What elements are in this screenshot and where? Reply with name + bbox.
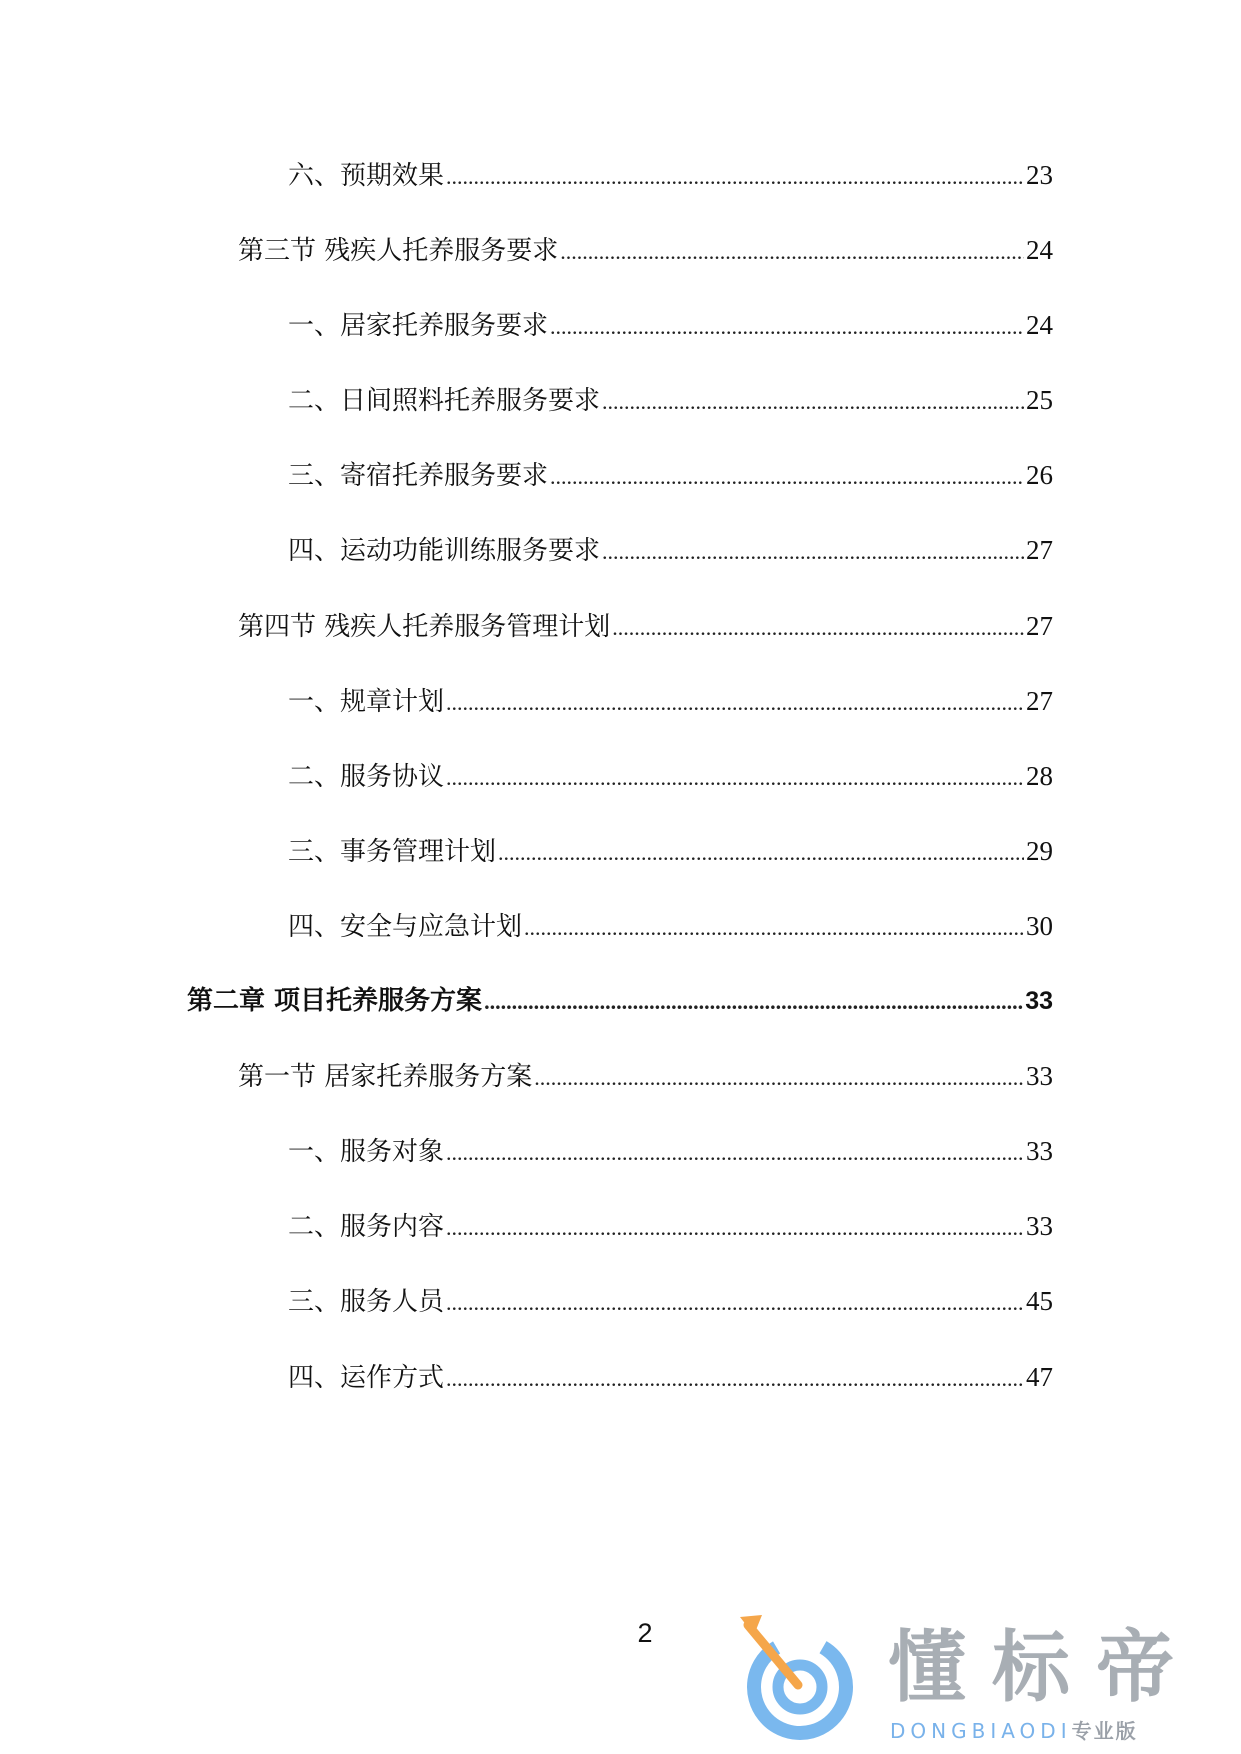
toc-entry-title: 二、服务协议 — [288, 762, 445, 792]
toc-dot-leader — [446, 157, 1024, 197]
toc-entry-page: 33 — [1026, 1061, 1053, 1091]
toc-dot-leader — [560, 232, 1024, 272]
toc-entry-page: 24 — [1026, 310, 1053, 340]
toc-entry-page: 30 — [1026, 911, 1053, 941]
toc-entry-title: 三、事务管理计划 — [288, 837, 497, 867]
toc-entry-title: 一、服务对象 — [288, 1137, 445, 1167]
toc-entry-title: 一、规章计划 — [288, 687, 445, 717]
toc-dot-leader — [446, 1133, 1024, 1173]
toc-dot-leader — [498, 833, 1024, 873]
page-number: 2 — [637, 1618, 653, 1648]
toc-entry-title: 四、运作方式 — [288, 1363, 445, 1393]
watermark-brand: 懂标帝 — [888, 1623, 1201, 1713]
toc-entry[interactable] — [288, 831, 1053, 871]
watermark-edition: 专业版 — [1071, 1719, 1138, 1743]
toc-entry-title: 四、运动功能训练服务要求 — [288, 536, 601, 566]
toc-entry-page: 24 — [1026, 235, 1053, 265]
toc-entry-page: 23 — [1026, 160, 1053, 190]
watermark — [740, 1595, 1210, 1754]
toc-entry-title: 三、寄宿托养服务要求 — [288, 461, 549, 491]
toc-entry-chapter[interactable] — [187, 981, 1053, 1021]
toc-entry[interactable] — [288, 380, 1053, 420]
toc-entry[interactable] — [238, 606, 1053, 646]
toc-entry[interactable] — [288, 155, 1053, 195]
toc-dot-leader — [602, 532, 1024, 572]
toc-entry-title: 二、日间照料托养服务要求 — [288, 386, 601, 416]
toc-dot-leader — [524, 908, 1024, 948]
toc-entry-page: 26 — [1026, 460, 1053, 490]
toc-entry-page: 47 — [1026, 1362, 1053, 1392]
toc-entry[interactable] — [238, 1056, 1053, 1096]
toc-entry[interactable] — [288, 455, 1053, 495]
toc-entry[interactable] — [288, 305, 1053, 345]
toc-entry-page: 27 — [1026, 686, 1053, 716]
watermark-subtitle — [890, 1715, 1138, 1744]
toc-entry-page: 29 — [1026, 836, 1053, 866]
toc-dot-leader — [446, 683, 1024, 723]
toc-entry-page: 33 — [1026, 1136, 1053, 1166]
toc-entry[interactable] — [288, 1131, 1053, 1171]
watermark-subtitle-latin: DONGBIAODI — [890, 1719, 1072, 1743]
toc-dot-leader — [446, 758, 1024, 798]
toc-entry-page: 27 — [1026, 535, 1053, 565]
toc-entry-page: 45 — [1026, 1286, 1053, 1316]
toc-entry-page: 33 — [1026, 1211, 1053, 1241]
toc-entry[interactable] — [238, 230, 1053, 270]
toc-dot-leader — [612, 608, 1024, 648]
target-arrow-logo-icon — [740, 1595, 870, 1745]
toc-dot-leader — [484, 982, 1023, 1022]
toc-dot-leader — [446, 1283, 1024, 1323]
toc-entry[interactable] — [288, 1281, 1053, 1321]
toc-dot-leader — [446, 1208, 1024, 1248]
toc-entry[interactable] — [288, 906, 1053, 946]
toc-entry[interactable] — [288, 681, 1053, 721]
toc-dot-leader — [534, 1058, 1024, 1098]
toc-entry-title: 第一节 居家托养服务方案 — [238, 1062, 533, 1092]
toc-entry-title: 第三节 残疾人托养服务要求 — [238, 236, 559, 266]
toc-entry-title: 第二章 项目托养服务方案 — [187, 986, 483, 1016]
toc-entry-title: 六、预期效果 — [288, 161, 445, 191]
toc-entry[interactable] — [288, 756, 1053, 796]
toc-dot-leader — [550, 307, 1024, 347]
toc-entry-title: 三、服务人员 — [288, 1287, 445, 1317]
toc-dot-leader — [446, 1359, 1024, 1399]
toc-entry-page: 33 — [1025, 987, 1053, 1015]
toc-entry-page: 28 — [1026, 761, 1053, 791]
toc-entry-page: 27 — [1026, 611, 1053, 641]
toc-entry[interactable] — [288, 1206, 1053, 1246]
toc-dot-leader — [602, 382, 1024, 422]
toc-entry-title: 一、居家托养服务要求 — [288, 311, 549, 341]
toc-entry-title: 二、服务内容 — [288, 1212, 445, 1242]
toc-dot-leader — [550, 457, 1024, 497]
toc-entry-page: 25 — [1026, 385, 1053, 415]
toc-entry-title: 第四节 残疾人托养服务管理计划 — [238, 612, 611, 642]
toc-entry-title: 四、安全与应急计划 — [288, 912, 523, 942]
toc-entry[interactable] — [288, 1357, 1053, 1397]
toc-entry[interactable] — [288, 530, 1053, 570]
